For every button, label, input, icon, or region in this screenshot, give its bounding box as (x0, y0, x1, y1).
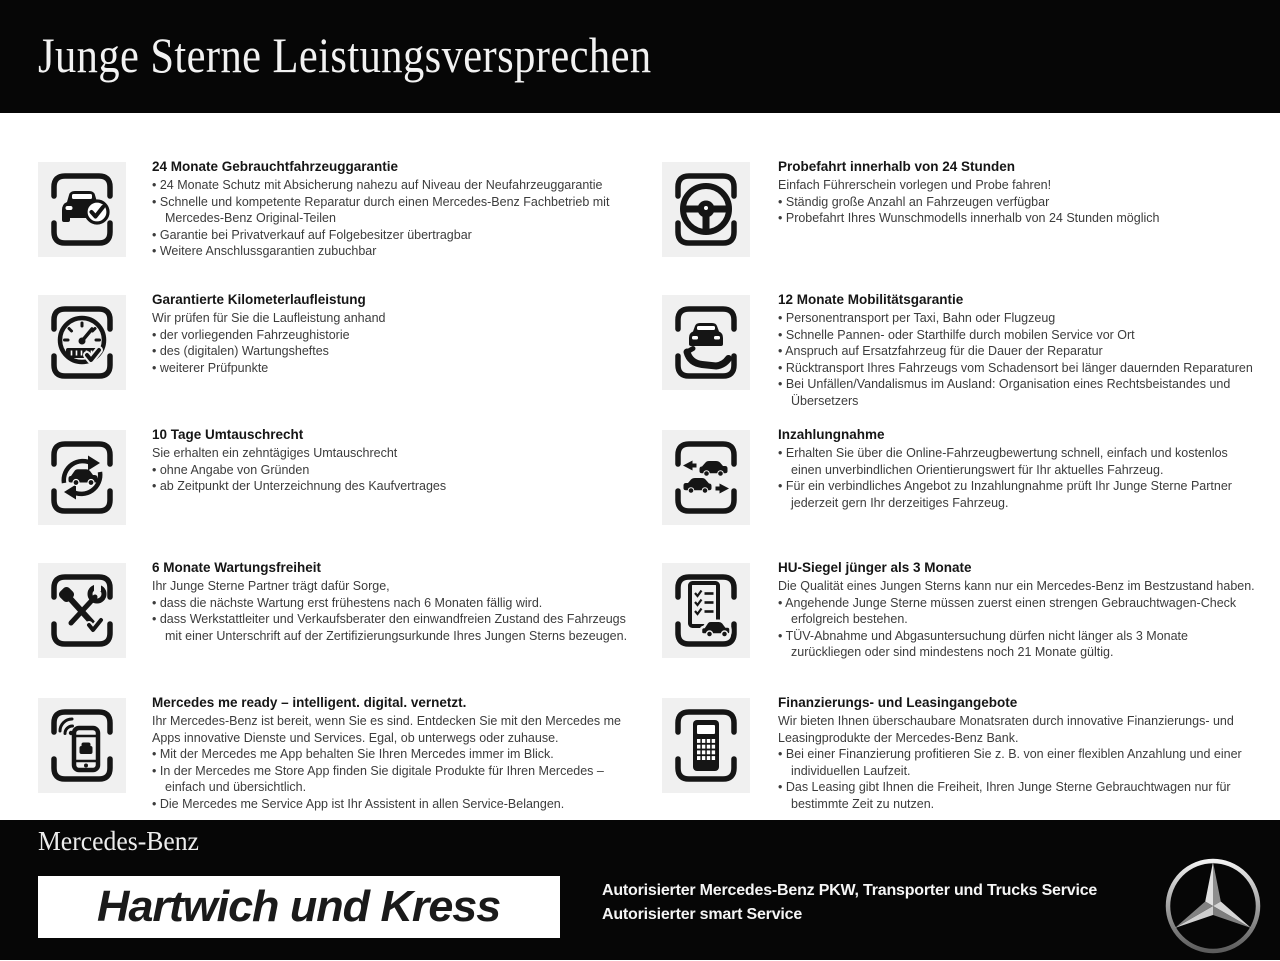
car-check-icon (38, 162, 126, 257)
bullet-item: • ohne Angabe von Gründen (152, 462, 644, 479)
bullet-item: • Ständig große Anzahl an Fahrzeugen verfügbar (778, 194, 1256, 211)
smartphone-signal-icon (38, 698, 126, 793)
section-title: 24 Monate Gebrauchtfahrzeuggarantie (152, 159, 399, 174)
trade-in-cars-icon (662, 430, 750, 525)
section-text (778, 158, 1256, 227)
bullet-item: • Das Leasing gibt Ihnen die Freiheit, Ihren Junge Sterne Gebrauchtwagen nur für bestimmte Zeit zu nutzen. (778, 779, 1256, 812)
bullet-item: • Angehende Junge Sterne müssen zuerst einen strengen Gebrauchtwagen-Check erfolgreich bestehen. (778, 595, 1256, 628)
section-title: Mercedes me ready – intelligent. digital. vernetzt. (152, 695, 467, 710)
service-line-2: Autorisierter smart Service (602, 906, 803, 923)
dealer-logo: Hartwich und Kress (97, 882, 501, 931)
bullet-item: • Für ein verbindliches Angebot zu Inzahlungnahme prüft Ihr Junge Sterne Partner jederzeit gern Ihr derzeitiges Fahrzeug. (778, 478, 1256, 511)
section-title: HU-Siegel jünger als 3 Monate (778, 560, 972, 575)
dealer-logo-box (38, 876, 560, 938)
section-text (152, 291, 644, 376)
section-text (152, 559, 644, 644)
section-title: Garantierte Kilometerlaufleistung (152, 292, 366, 307)
section-text (152, 694, 644, 812)
bullet-item: • Bei einer Finanzierung profitieren Sie z. B. von einer flexiblen Anzahlung und einer individuellen Laufzeit. (778, 746, 1256, 779)
service-line-1: Autorisierter Mercedes-Benz PKW, Transporter und Trucks Service (602, 882, 1098, 899)
bullet-item: • Probefahrt Ihres Wunschmodells innerhalb von 24 Stunden möglich (778, 210, 1256, 227)
bullet-item: • Erhalten Sie über die Online-Fahrzeugbewertung schnell, einfach und kostenlos einen unverbindlichen Orientierungswert für Ihr aktuelles Fahrzeug. (778, 445, 1256, 478)
section-text (778, 426, 1256, 511)
bullet-item: • des (digitalen) Wartungsheftes (152, 343, 644, 360)
page-footer (0, 820, 1280, 960)
bullet-item: • TÜV-Abnahme und Abgasuntersuchung dürfen nicht länger als 3 Monate zurückliegen oder sind mindestens noch 21 Monate gültig. (778, 628, 1256, 661)
section-intro: Die Qualität eines Jungen Sterns kann nur ein Mercedes-Benz im Bestzustand haben. (778, 579, 1255, 593)
bullet-item: • In der Mercedes me Store App finden Sie digitale Produkte für Ihren Mercedes – einfach und übersichtlich. (152, 763, 644, 796)
calculator-icon (662, 698, 750, 793)
bullet-item: • dass Werkstattleiter und Verkaufsberater den einwandfreien Zustand des Fahrzeugs mit einer Unterschrift auf der Zertifizierungsurkunde Ihres Jungen Sterns bezeugen. (152, 611, 644, 644)
mercedes-star-icon (1163, 856, 1263, 956)
section-text (778, 291, 1256, 409)
section-intro: Ihr Junge Sterne Partner trägt dafür Sorge, (152, 579, 390, 593)
bullet-item: • der vorliegenden Fahrzeughistorie (152, 327, 644, 344)
bullet-item: • Garantie bei Privatverkauf auf Folgebesitzer übertragbar (152, 227, 644, 244)
section-title: Probefahrt innerhalb von 24 Stunden (778, 159, 1016, 174)
bullet-item: • ab Zeitpunkt der Unterzeichnung des Kaufvertrages (152, 478, 644, 495)
bullet-item: • weiterer Prüfpunkte (152, 360, 644, 377)
section-title: 6 Monate Wartungsfreiheit (152, 560, 322, 575)
section-intro: Wir prüfen für Sie die Laufleistung anhand (152, 311, 386, 325)
section-intro: Einfach Führerschein vorlegen und Probe fahren! (778, 178, 1052, 192)
exchange-car-icon (38, 430, 126, 525)
section-title: 12 Monate Mobilitätsgarantie (778, 292, 964, 307)
bullet-item: • dass die nächste Wartung erst frühestens nach 6 Monaten fällig wird. (152, 595, 644, 612)
page-title: Junge Sterne Leistungsversprechen (38, 27, 652, 83)
tools-check-icon (38, 563, 126, 658)
section-title: Inzahlungnahme (778, 427, 885, 442)
bullet-item: • Anspruch auf Ersatzfahrzeug für die Dauer der Reparatur (778, 343, 1256, 360)
bullet-item: • Bei Unfällen/Vandalismus im Ausland: Organisation eines Rechtsbeistandes und Übersetzers (778, 376, 1256, 409)
bullet-item: • 24 Monate Schutz mit Absicherung nahezu auf Niveau der Neufahrzeuggarantie (152, 177, 644, 194)
bullet-item: • Schnelle Pannen- oder Starthilfe durch mobilen Service vor Ort (778, 327, 1256, 344)
bullet-item: • Die Mercedes me Service App ist Ihr Assistent in allen Service-Belangen. (152, 796, 644, 813)
section-intro: Wir bieten Ihnen überschaubare Monatsraten durch innovative Finanzierungs- und Leasingprodukte der Mercedes-Benz Bank. (778, 714, 1234, 745)
car-hand-icon (662, 295, 750, 390)
section-text (778, 559, 1256, 661)
speedometer-icon (38, 295, 126, 390)
bullet-item: • Mit der Mercedes me App behalten Sie Ihren Mercedes immer im Blick. (152, 746, 644, 763)
bullet-item: • Rücktransport Ihres Fahrzeugs vom Schadensort bei länger dauernden Reparaturen (778, 360, 1256, 377)
section-intro: Ihr Mercedes-Benz ist bereit, wenn Sie es sind. Entdecken Sie mit den Mercedes me Apps innovative Dienste und Services. Egal, ob unterwegs oder zuhause. (152, 714, 621, 745)
content-area (0, 113, 1280, 820)
section-intro: Sie erhalten ein zehntägiges Umtauschrecht (152, 446, 398, 460)
section-text (152, 158, 644, 260)
section-title: 10 Tage Umtauschrecht (152, 427, 304, 442)
bullet-item: • Personentransport per Taxi, Bahn oder Flugzeug (778, 310, 1256, 327)
steering-wheel-icon (662, 162, 750, 257)
mercedes-benz-wordmark: Mercedes-Benz (38, 826, 199, 856)
section-text (778, 694, 1256, 812)
section-text (152, 426, 644, 495)
page-header (0, 0, 1280, 113)
bullet-item: • Schnelle und kompetente Reparatur durch einen Mercedes-Benz Fachbetrieb mit Mercedes-Benz Original-Teilen (152, 194, 644, 227)
bullet-item: • Weitere Anschlussgarantien zubuchbar (152, 243, 644, 260)
checklist-car-icon (662, 563, 750, 658)
section-title: Finanzierungs- und Leasingangebote (778, 695, 1018, 710)
